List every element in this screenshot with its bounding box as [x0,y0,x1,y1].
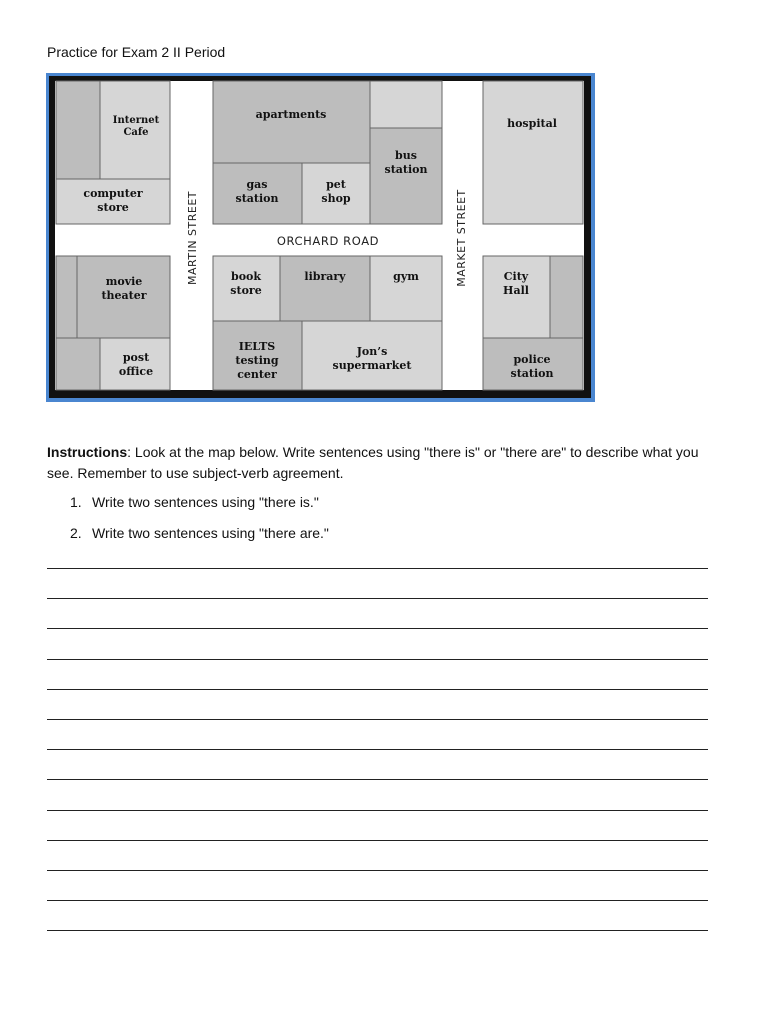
orchard-road-label: ORCHARD ROAD [276,234,380,248]
answer-line[interactable] [47,840,708,841]
answer-line[interactable] [47,659,708,660]
map-drawing [49,76,591,398]
book-store-label: book store [230,270,262,297]
answer-line[interactable] [47,870,708,871]
empty-lot [56,338,100,390]
library-label: library [304,270,346,283]
city-hall-label: City Hall [503,270,529,297]
movie-theater-label: movie theater [101,275,147,302]
empty-lot [56,81,100,179]
task-item [70,494,319,510]
gym-building [370,256,442,321]
empty-lot [370,81,442,128]
empty-lot [550,256,583,338]
answer-line[interactable] [47,628,708,629]
post-office-label: post office [118,351,154,378]
answer-line[interactable] [47,719,708,720]
task-text: Write two sentences using "there is." [92,494,319,510]
instructions-text: : Look at the map below. Write sentences using "there is" or "there are" to describe what you see. Remember to use subject-verb agreement. [47,444,699,481]
apartments-label: apartments [255,108,327,121]
task-item [70,525,329,541]
apartments-building [213,81,370,163]
gym-label: gym [393,270,419,283]
bus-station-building [370,128,442,224]
bus-station-label: bus station [384,149,428,176]
market-street-label: MARKET STREET [455,189,468,287]
post-office-building [100,338,170,390]
martin-street-label: MARTIN STREET [186,190,199,286]
page-title: Practice for Exam 2 II Period [47,44,226,60]
answer-line[interactable] [47,779,708,780]
answer-line[interactable] [47,689,708,690]
hospital-label: hospital [507,117,557,130]
answer-line[interactable] [47,749,708,750]
task-number: 1. [70,494,82,510]
ielts-center-label: IELTS testing center [235,340,279,381]
town-map [46,73,595,402]
instructions-label: Instructions [47,444,128,460]
task-number: 2. [70,525,82,541]
answer-line[interactable] [47,810,708,811]
answer-line[interactable] [47,568,708,569]
internet-cafe-label: Internet Cafe [112,115,160,138]
empty-lot [56,256,77,338]
hospital-building [483,81,583,224]
supermarket-label: Jon’s supermarket [332,345,412,372]
computer-store-label: computer store [83,187,143,214]
police-station-label: police station [510,353,554,380]
city-hall-building [483,256,550,338]
answer-line[interactable] [47,900,708,901]
instructions-paragraph [47,442,727,484]
pet-shop-label: pet shop [321,178,351,205]
answer-line[interactable] [47,930,708,931]
gas-station-label: gas station [235,178,279,205]
task-text: Write two sentences using "there are." [92,525,329,541]
library-building [280,256,370,321]
answer-line[interactable] [47,598,708,599]
